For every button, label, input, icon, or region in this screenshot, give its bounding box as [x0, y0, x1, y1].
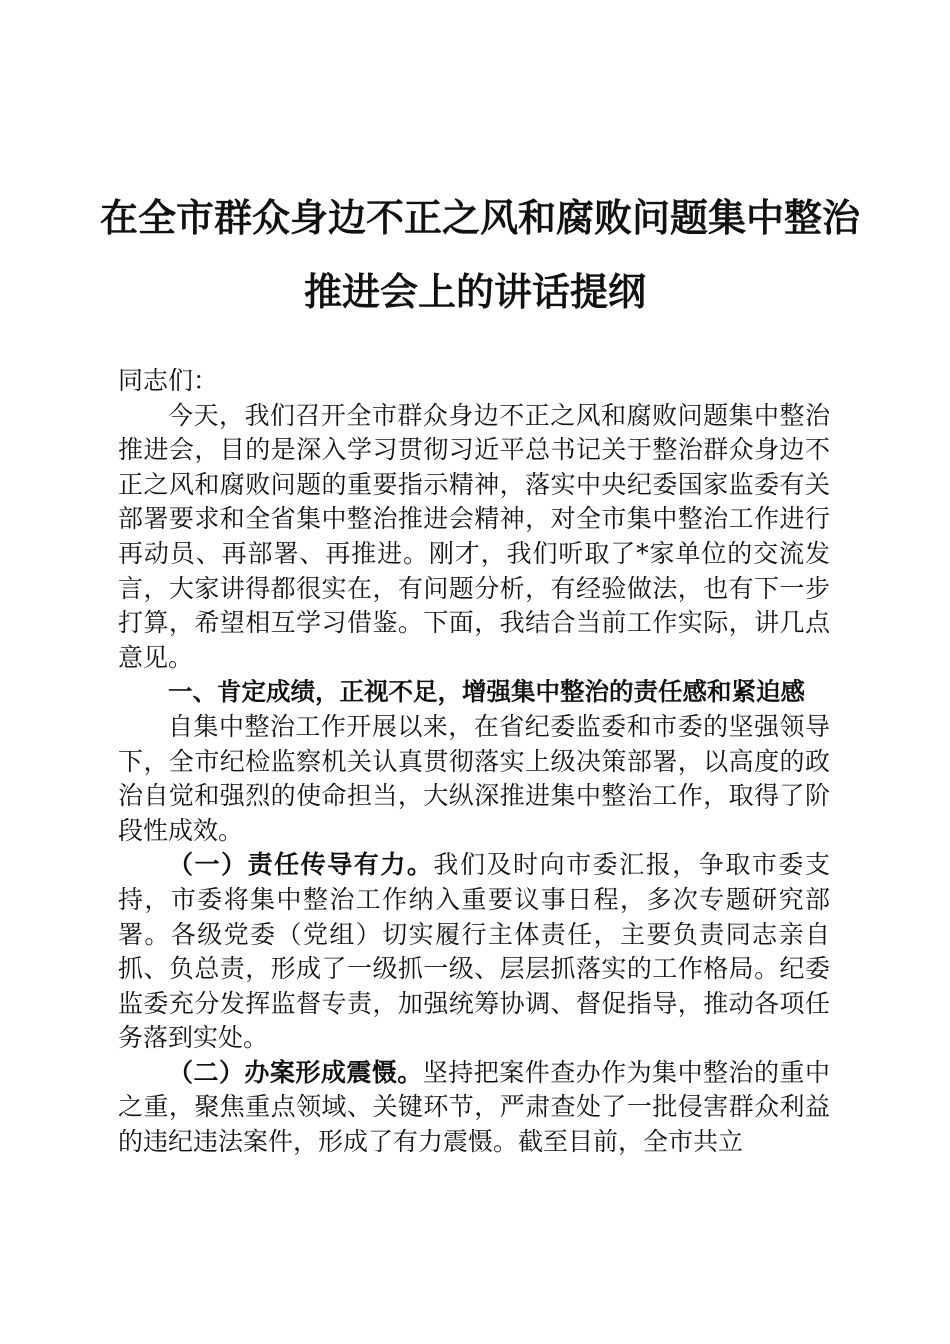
- document-title-line-1: 在全市群众身边不正之风和腐败问题集中整治: [100, 196, 861, 240]
- point-1-lead: （一）责任传导有力。: [168, 850, 434, 880]
- document-body: [118, 364, 830, 1160]
- salutation: 同志们：: [118, 366, 219, 395]
- section-1-heading: 一、肯定成绩，正视不足，增强集中整治的责任感和紧迫感: [168, 677, 805, 707]
- section-1-intro-paragraph: 自集中整治工作开展以来，在省纪委监委和市委的坚强领导下，全市纪检监察机关认真贯彻落实上级决策部署，以高度的政治自觉和强烈的使命担当，大纵深推进集中整治工作，取得了阶段性成效。: [118, 711, 830, 845]
- point-2-paragraph: [118, 1056, 830, 1160]
- document-title-line-2: 推进会上的讲话提纲: [303, 270, 646, 314]
- point-2-lead: （二）办案形成震慑。: [168, 1057, 423, 1087]
- intro-paragraph: 今天，我们召开全市群众身边不正之风和腐败问题集中整治推进会，目的是深入学习贯彻习近平总书记关于整治群众身边不正之风和腐败问题的重要指示精神，落实中央纪委国家监委有关部署要求和全省集中整治推进会精神，对全市集中整治工作进行再动员、再部署、再推进。刚才，我们听取了*家单位的交流发言，大家讲得都很实在，有问题分析，有经验做法，也有下一步打算，希望相互学习借鉴。下面，我结合当前工作实际，讲几点意见。: [118, 400, 830, 672]
- point-1-text: 我们及时向市委汇报，争取市委支持，市委将集中整治工作纳入重要议事日程，多次专题研究部署。各级党委（党组）切实履行主体责任，主要负责同志亲自抓、负总责，形成了一级抓一级、层层抓落实的工作格局。纪委监委充分发挥监督专责，加强统筹协调、督促指导，推动各项任务落到实处。: [118, 850, 830, 1053]
- point-2-text: 坚持把案件查办作为集中整治的重中之重，聚焦重点领域、关键环节，严肃查处了一批侵害群众利益的违纪违法案件，形成了有力震慑。截至目前，全市共立: [118, 1057, 830, 1157]
- point-1-paragraph: [118, 848, 830, 1056]
